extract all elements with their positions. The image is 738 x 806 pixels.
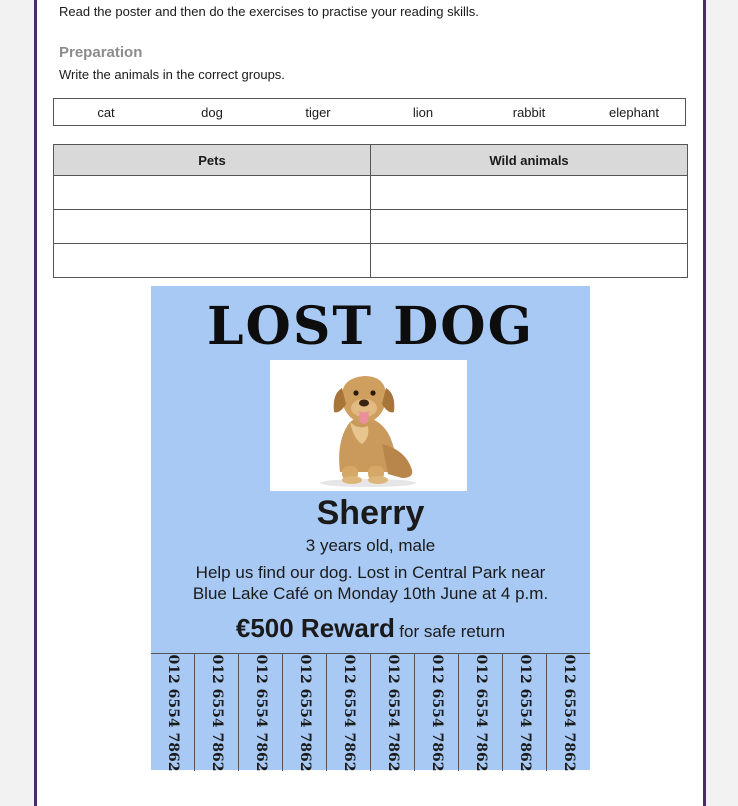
- dog-description: 3 years old, male: [305, 536, 436, 555]
- phone-number: 012 6554 7862: [428, 654, 445, 771]
- phone-tab[interactable]: [282, 654, 326, 771]
- message-line-2: Blue Lake Café on Monday 10th June at 4 p.m.: [192, 584, 549, 603]
- lost-dog-poster: [151, 286, 590, 770]
- phone-tab[interactable]: [502, 654, 546, 771]
- phone-number: 012 6554 7862: [340, 654, 357, 771]
- phone-number: 012 6554 7862: [560, 654, 577, 771]
- preparation-instruction: Write the animals in the correct groups.: [59, 67, 285, 82]
- phone-tab[interactable]: [546, 654, 590, 771]
- phone-tab[interactable]: [370, 654, 414, 771]
- reward-line: [151, 613, 590, 644]
- table-row: [54, 244, 688, 278]
- phone-number: 012 6554 7862: [296, 654, 313, 771]
- word-lion: lion: [412, 105, 434, 120]
- wild-animals-header: Wild animals: [371, 145, 688, 176]
- reward-amount: €500 Reward: [235, 613, 395, 643]
- phone-number: 012 6554 7862: [384, 654, 401, 771]
- message-line-1: Help us find our dog. Lost in Central Park near: [195, 563, 546, 582]
- poster-message: [151, 562, 590, 604]
- word-cat: cat: [97, 105, 115, 120]
- phone-tab[interactable]: [414, 654, 458, 771]
- word-bank: [53, 98, 686, 126]
- table-row: [54, 176, 688, 210]
- pets-header: Pets: [54, 145, 371, 176]
- pets-answer-cell[interactable]: [54, 244, 371, 278]
- phone-number: 012 6554 7862: [516, 654, 533, 771]
- phone-number: 012 6554 7862: [208, 654, 225, 771]
- wild-answer-cell[interactable]: [371, 210, 688, 244]
- dog-photo: [270, 360, 467, 491]
- phone-tab[interactable]: [151, 654, 194, 771]
- phone-tab[interactable]: [458, 654, 502, 771]
- wild-answer-cell[interactable]: [371, 244, 688, 278]
- pets-answer-cell[interactable]: [54, 210, 371, 244]
- phone-tab[interactable]: [326, 654, 370, 771]
- phone-number: 012 6554 7862: [164, 654, 181, 771]
- phone-number: 012 6554 7862: [472, 654, 489, 771]
- phone-tab[interactable]: [194, 654, 238, 771]
- phone-tear-off-tabs: [151, 653, 590, 771]
- wild-answer-cell[interactable]: [371, 176, 688, 210]
- word-dog: dog: [201, 105, 223, 120]
- intro-text: Read the poster and then do the exercises to practise your reading skills.: [59, 4, 479, 19]
- phone-number: 012 6554 7862: [252, 654, 269, 771]
- table-row: [54, 210, 688, 244]
- dog-icon: [270, 360, 467, 491]
- reward-text: for safe return: [399, 622, 506, 641]
- phone-tab[interactable]: [238, 654, 282, 771]
- poster-title: LOST DOG: [206, 296, 534, 357]
- word-elephant: elephant: [609, 105, 659, 120]
- preparation-heading: Preparation: [59, 44, 143, 61]
- sorting-table: [53, 144, 688, 278]
- pets-answer-cell[interactable]: [54, 176, 371, 210]
- word-tiger: tiger: [305, 105, 331, 120]
- dog-name: Sherry: [316, 494, 425, 532]
- word-rabbit: rabbit: [512, 105, 546, 120]
